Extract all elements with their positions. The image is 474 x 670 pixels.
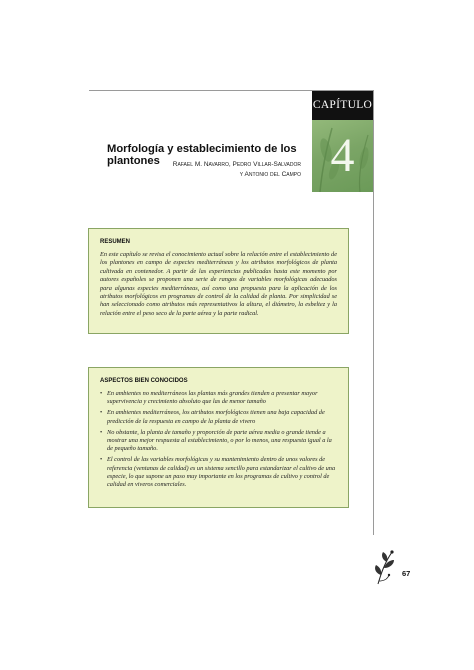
resumen-text: En este capítulo se revisa el conocimiento actual sobre la relación entre el establecimiento de los plantones en campo de especies mediterráneas y los atributos morfológicos de planta cultivada en contenedor. A partir de las experiencias publicadas hasta este momento por autores españoles se proponen una serie de rangos de variables morfológicas adecuados para algunas especies mediterráneas, así como una propuesta para la aplicación de los atributos morfológicos en programas de control de la calidad de planta. Por simplicidad se han seleccionado como atributos más representativos la altura, el diámetro, la esbeltez y la relación entre el peso seco de la parte aérea y la parte radical. (100, 251, 337, 317)
aspectos-heading: ASPECTOS BIEN CONOCIDOS (100, 378, 188, 384)
list-item: • En ambientes no mediterráneos las plantas más grandes tienden a presentar mayor supervivencia y crecimiento absoluto que las de menor tamaño (100, 390, 318, 406)
bullet-icon: • (100, 409, 103, 417)
margin-rule (373, 90, 374, 535)
bullet-icon: • (100, 390, 103, 397)
bullet-icon: • (100, 456, 103, 464)
resumen-heading: RESUMEN (100, 239, 131, 245)
botanical-sprig-icon (372, 548, 400, 586)
authors-line-2: y Antonio del Campo (239, 171, 301, 178)
list-item: • No obstante, la planta de tamaño y proporción de parte aérea media o grande tiende a mostrar una mejor respuesta al establecimiento, o por lo menos, una respuesta igual a la de pequeño tamaño. (100, 428, 332, 453)
bullet-icon: • (100, 428, 103, 436)
page-number: 67 (402, 569, 411, 578)
authors-line-1: Rafael M. Navarro, Pedro Villar-Salvador (172, 161, 301, 168)
chapter-number: 4 (330, 129, 355, 182)
list-item: • El control de las variables morfológicas y su mantenimiento dentro de unos valores de referencia (ventanas de calidad) es un sistema sencillo para estandarizar el cultivo de una especie, lo que supone un paso muy importante en los programas de cultivo y control de calidad en viveros comerciales. (100, 456, 336, 489)
aspectos-list (100, 390, 337, 490)
resumen-box (88, 228, 349, 334)
chapter-label: CAPÍTULO (312, 91, 373, 120)
list-item: • En ambientes mediterráneos, los atributos morfológicos tienen una baja capacidad de predicción de la respuesta en campo de la planta de vivero (100, 409, 325, 425)
authors (150, 160, 301, 180)
chapter-title: Morfología y establecimiento de los plantones (107, 143, 297, 167)
aspectos-box (88, 367, 349, 508)
chapter-number-box (312, 120, 373, 192)
